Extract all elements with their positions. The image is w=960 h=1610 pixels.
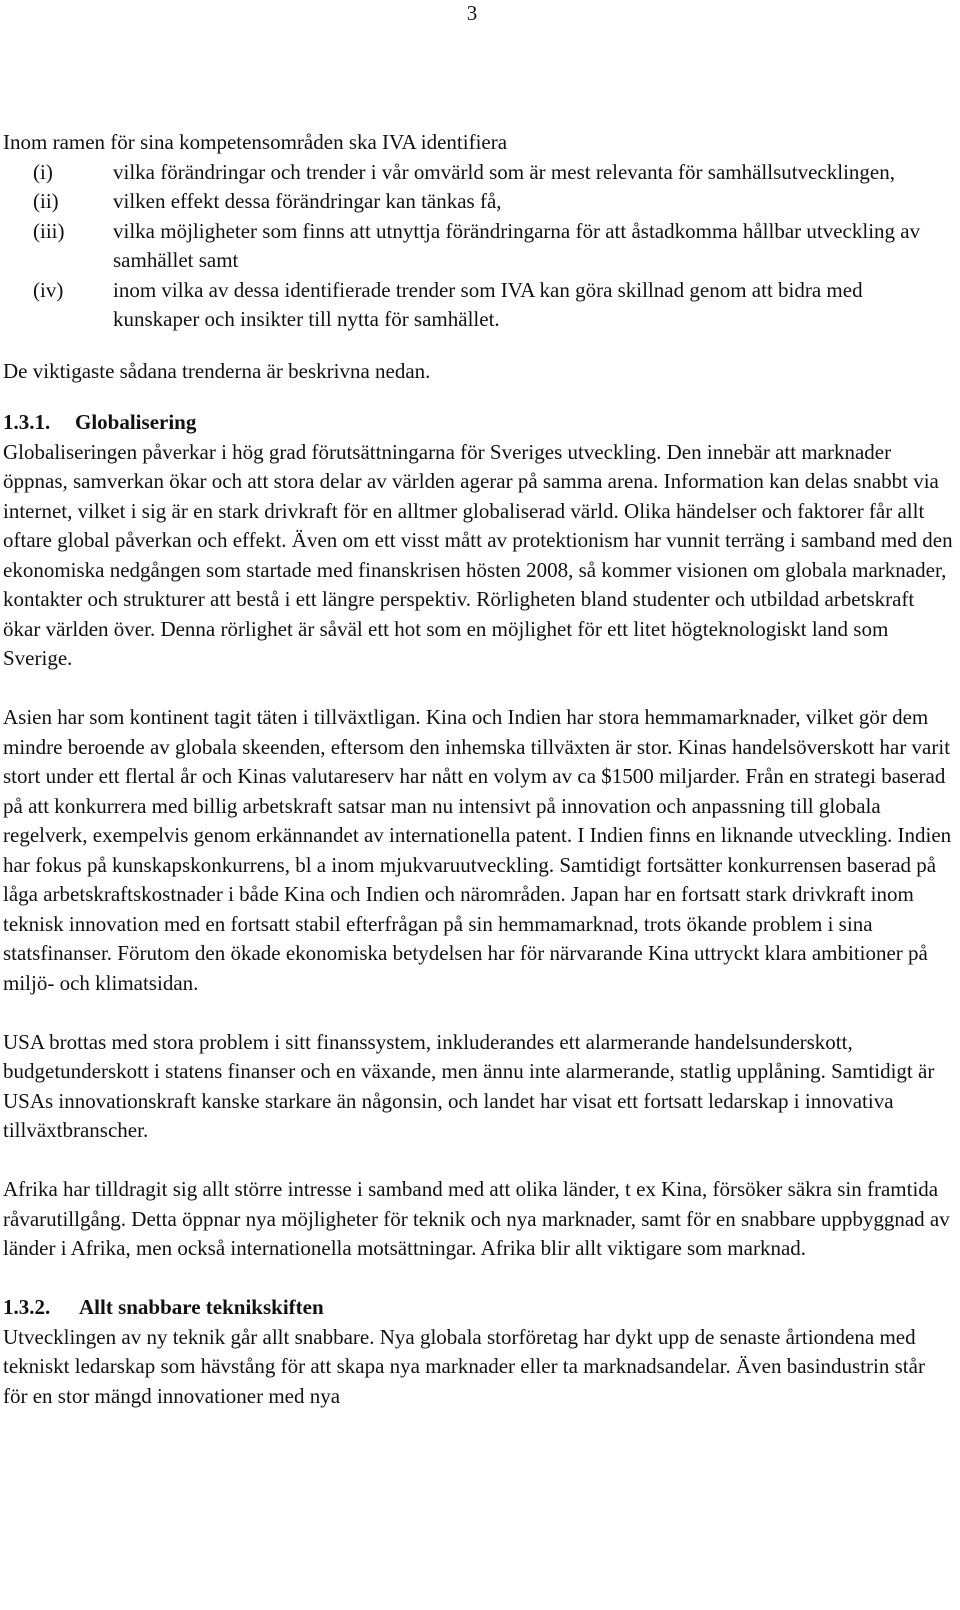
list-item-number: (ii) (33, 189, 59, 213)
summary-paragraph: De viktigaste sådana trenderna är beskrivna nedan. (3, 358, 431, 383)
paragraph: Asien har som kontinent tagit täten i tillväxtligan. Kina och Indien har stora hemmamarknader, vilket gör dem mindre beroende av globala skeenden, eftersom den inhemska tillväxten är stor. Kinas handelsöverskott har varit stort under ett flertal år och Kinas valutareserv har nått en volym av ca $1500 miljarder. Från en strategi baserad på att konkurrera med billig arbetskraft satsar man nu intensivt på innovation och anpassning till globala regelverk, exempelvis genom erkännandet av internationella patent. I Indien finns en liknande utveckling. Indien har fokus på kunskapskonkurrens, bl a inom mjukvaruutveckling. Samtidigt fortsätter konkurrensen baserad på låga arbetskraftskostnader i både Kina och Indien och närområden. Japan har en fortsatt stark drivkraft inom teknisk innovation med en fortsatt stabil efterfrågan på sin hemmamarknad, trots ökande problem i sina statsfinanser. Förutom den ökade ekonomiska betydelsen har för närvarande Kina uttryckt klara ambitioner på miljö- och klimatsidan. (3, 705, 952, 995)
intro-paragraph: Inom ramen för sina kompetensområden ska IVA identifiera (3, 130, 508, 154)
list-item-text: vilka förändringar och trender i vår omvärld som är mest relevanta för samhällsutvecklingen, (113, 159, 895, 184)
paragraph: Globaliseringen påverkar i hög grad förutsättningarna för Sveriges utveckling. Den innebär att marknader öppnas, samverkan ökar och att stora delar av världen agerar på samma arena. Information kan delas snabbt via internet, vilket i sig är en stark drivkraft för en alltmer globaliserad värld. Olika händelser och faktorer får allt oftare global påverkan och effekt. Även om ett visst mått av protektionism har vunnit terräng i samband med den ekonomiska nedgången som startade med finanskrisen hösten 2008, så kommer visionen om globala marknader, kontakter och strukturer att bestå i ett längre perspektiv. Rörligheten bland studenter och utbildad arbetskraft ökar världen över. Denna rörlighet är såväl ett hot som en möjlighet för ett litet högteknologiskt land som Sverige. (3, 439, 953, 670)
paragraph: Utvecklingen av ny teknik går allt snabbare. Nya globala storföretag har dykt upp de senaste årtiondena med tekniskt ledarskap som hävstång för att skapa nya marknader eller ta marknadsandelar. Även basindustrin står för en stor mängd innovationer med nya (3, 1324, 925, 1408)
section-heading-globalisering (3, 408, 953, 438)
list-item-text: vilka möjligheter som finns att utnyttja förändringarna för att åstadkomma hållbar utveckling av samhället samt (113, 218, 921, 272)
section-number: 1.3.1. (3, 410, 51, 434)
paragraph: Afrika har tilldragit sig allt större intresse i samband med att olika länder, t ex Kina, försöker säkra sin framtida råvarutillgång. Detta öppnar nya möjligheter för teknik och nya marknader, samt för en snabbare uppbyggnad av länder i Afrika, men också internationella motsättningar. Afrika blir allt viktigare som marknad. (3, 1177, 950, 1260)
list-item (3, 187, 953, 217)
list-item-text: inom vilka av dessa identifierade trender som IVA kan göra skillnad genom att bidra med kunskaper och insikter till nytta för samhället. (113, 277, 863, 331)
section-title: Allt snabbare teknikskiften (79, 1295, 324, 1319)
list-item-number: (iv) (33, 277, 64, 302)
page-number: 3 (466, 1, 478, 25)
list-item-text: vilken effekt dessa förändringar kan tänkas få, (113, 189, 502, 213)
section-number: 1.3.2. (3, 1295, 51, 1319)
section-title: Globalisering (75, 410, 197, 434)
list-item-number: (i) (33, 159, 53, 184)
section-heading-teknikskiften (3, 1293, 953, 1323)
document-body (3, 128, 953, 1411)
list-item (3, 217, 953, 276)
list-item (3, 276, 953, 335)
paragraph: USA brottas med stora problem i sitt finanssystem, inkluderandes ett alarmerande handelsunderskott, budgetunderskott i statens finanser och en växande, men ännu inte alarmerande, statlig upplåning. Samtidigt är USAs innovationskraft kanske starkare än någonsin, och landet har visat ett fortsatt ledarskap i innovativa tillväxtbranscher. (3, 1029, 935, 1142)
list-item (3, 158, 953, 188)
list-item-number: (iii) (33, 218, 65, 243)
